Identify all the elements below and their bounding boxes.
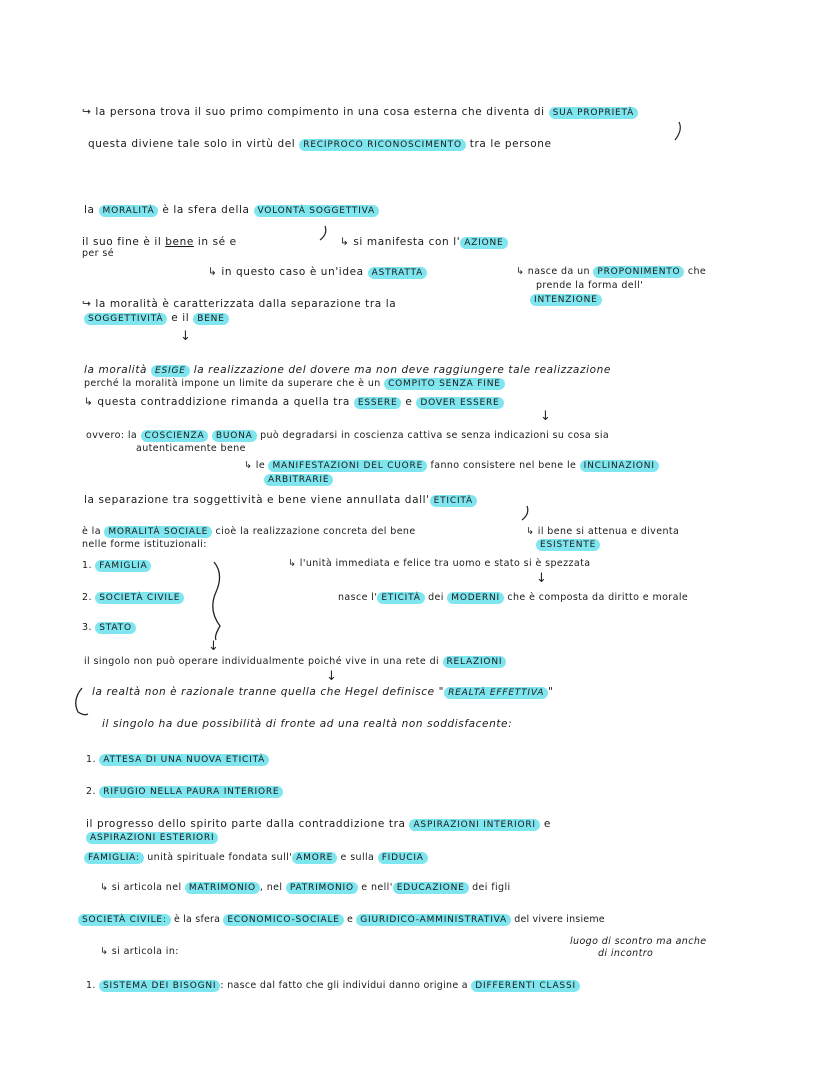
note-text: e nell'	[357, 882, 393, 893]
note-text: ↳ si manifesta con l'	[340, 236, 461, 248]
highlight: FIDUCIA	[378, 852, 428, 864]
down-arrow-icon: ↓	[326, 669, 337, 684]
note-line	[516, 266, 706, 278]
note-line	[86, 430, 609, 442]
note-text: ↳ in questo caso è un'idea	[208, 266, 368, 278]
down-arrow-icon: ↓	[208, 639, 219, 654]
note-text: e	[539, 818, 551, 830]
note-text: è la sfera	[170, 914, 224, 925]
highlight: ESISTENTE	[536, 539, 600, 551]
highlight: ASPIRAZIONI INTERIORI	[409, 819, 539, 831]
down-arrow-icon: ↓	[540, 409, 551, 424]
note-text: ↳ nasce da un	[516, 266, 594, 277]
note-line	[84, 378, 505, 390]
note-text: questa diviene tale solo in virtù del	[88, 138, 300, 150]
list-number: 2.	[82, 592, 92, 603]
note-text: la realizzazione del dovere ma non deve raggiungere tale realizzazione	[189, 364, 611, 376]
note-line	[82, 106, 638, 119]
highlight: ETICITÀ	[377, 592, 424, 604]
list-number: 1.	[86, 980, 96, 991]
highlight: DOVER ESSERE	[416, 397, 503, 409]
note-line	[84, 852, 428, 864]
highlight: SISTEMA DEI BISOGNI	[99, 980, 220, 992]
highlight: FAMIGLIA:	[84, 852, 144, 864]
note-line	[84, 204, 379, 217]
note-text: : nasce dal fatto che gli individui danno origine a	[220, 980, 472, 991]
highlight: RELAZIONI	[443, 656, 507, 668]
highlight: GIURIDICO-AMMINISTRATIVA	[356, 914, 511, 926]
note-text: "	[548, 686, 554, 698]
list-item	[86, 980, 580, 992]
note-text: il suo fine è il	[82, 236, 166, 248]
list-item	[82, 592, 184, 604]
note-text: il progresso dello spirito parte dalla contraddizione tra	[86, 818, 410, 830]
note-text: la realtà non è razionale tranne quella che Hegel definisce "	[92, 686, 445, 698]
highlight: ASTRATTA	[368, 267, 427, 279]
down-arrow-icon: ↓	[536, 571, 547, 586]
note-text: la moralità	[84, 364, 152, 376]
note-text: ovvero: la	[86, 430, 141, 441]
note-text: che è composta da diritto e morale	[503, 592, 689, 603]
note-line	[536, 539, 600, 551]
list-item	[86, 786, 283, 798]
highlight: VOLONTÀ SOGGETTIVA	[254, 205, 379, 217]
highlight: SUA PROPRIETÀ	[549, 107, 638, 119]
note-line	[338, 592, 688, 604]
highlight: INTENZIONE	[530, 294, 602, 306]
note-line	[530, 294, 602, 306]
highlight: MANIFESTAZIONI DEL CUORE	[268, 460, 427, 472]
note-line	[84, 396, 504, 409]
highlight: COSCIENZA	[141, 430, 209, 442]
note-text: ↳ si articola nel	[100, 882, 185, 893]
highlight: COMPITO SENZA FINE	[384, 378, 505, 390]
note-text: , nel	[259, 882, 286, 893]
list-item	[86, 754, 269, 766]
note-line	[86, 832, 218, 844]
note-line	[78, 914, 605, 926]
list-number: 3.	[82, 622, 92, 633]
note-line	[92, 686, 554, 699]
note-line	[84, 312, 229, 325]
note-line	[244, 460, 659, 472]
note-line	[264, 474, 333, 486]
note-line: luogo di scontro ma anche	[570, 936, 707, 947]
highlight: RECIPROCO RICONOSCIMENTO	[299, 139, 466, 151]
note-text: è la	[82, 526, 105, 537]
note-text: può degradarsi in coscienza cattiva se senza indicazioni su cosa sia	[256, 430, 610, 441]
note-line	[84, 494, 477, 507]
note-text: e	[343, 914, 357, 925]
highlight: PATRIMONIO	[286, 882, 358, 894]
note-text: fanno consistere nel bene le	[427, 460, 580, 471]
highlight: ESIGE	[151, 365, 190, 377]
highlight: BUONA	[212, 430, 257, 442]
note-text: del vivere insieme	[511, 914, 605, 925]
note-line	[340, 236, 508, 249]
highlight: INCLINAZIONI	[580, 460, 659, 472]
note-text: nasce l'	[338, 592, 378, 603]
note-text: che	[684, 266, 707, 277]
list-number: 1.	[86, 754, 96, 765]
highlight: AZIONE	[460, 237, 507, 249]
highlight: ATTESA DI UNA NUOVA ETICITÀ	[99, 754, 269, 766]
highlight: MATRIMONIO	[185, 882, 260, 894]
highlight: MORALITÀ	[99, 205, 159, 217]
note-line: nelle forme istituzionali:	[82, 539, 207, 550]
note-text: e il	[167, 312, 194, 324]
note-text: la separazione tra soggettività e bene viene annullata dall'	[84, 494, 430, 506]
note-text: tra le persone	[465, 138, 552, 150]
note-line: autenticamente bene	[136, 443, 246, 454]
note-line	[82, 236, 237, 248]
highlight: MORALITÀ SOCIALE	[104, 526, 212, 538]
note-text: perché la moralità impone un limite da superare che è un	[84, 378, 385, 389]
highlight: DIFFERENTI CLASSI	[471, 980, 580, 992]
highlight: EDUCAZIONE	[393, 882, 469, 894]
highlight: ASPIRAZIONI ESTERIORI	[86, 832, 218, 844]
note-text: ↪ la persona trova il suo primo compimento in una cosa esterna che diventa di	[82, 106, 549, 118]
highlight: REALTÀ EFFETTIVA	[444, 687, 548, 699]
note-line: il singolo ha due possibilità di fronte ad una realtà non soddisfacente:	[102, 718, 513, 730]
note-text: e sulla	[337, 852, 378, 863]
note-text: bene	[165, 236, 194, 248]
highlight: ECONOMICO-SOCIALE	[223, 914, 343, 926]
highlight: FAMIGLIA	[95, 560, 151, 572]
highlight: ESSERE	[354, 397, 402, 409]
highlight: SOCIETÀ CIVILE:	[78, 914, 171, 926]
highlight: RIFUGIO NELLA PAURA INTERIORE	[99, 786, 283, 798]
note-text: dei figli	[468, 882, 511, 893]
note-text: e	[401, 396, 417, 408]
note-text: il singolo non può operare individualmente poiché vive in una rete di	[84, 656, 443, 667]
list-item	[82, 622, 136, 634]
note-line	[100, 882, 511, 894]
note-line	[208, 266, 427, 279]
highlight: ARBITRARIE	[264, 474, 333, 486]
list-number: 2.	[86, 786, 96, 797]
note-line	[84, 364, 611, 377]
note-line: per sé	[82, 248, 114, 259]
note-text: ↳ questa contraddizione rimanda a quella tra	[84, 396, 354, 408]
highlight: BENE	[193, 313, 228, 325]
note-text: unità spirituale fondata sull'	[143, 852, 293, 863]
highlight: ETICITÀ	[430, 495, 477, 507]
note-text: in sé e	[193, 236, 237, 248]
list-number: 1.	[82, 560, 92, 571]
note-text: ↳ le	[244, 460, 269, 471]
note-text: dei	[424, 592, 448, 603]
list-item	[82, 560, 151, 572]
note-line: ↪ la moralità è caratterizzata dalla separazione tra la	[82, 298, 397, 310]
note-text: è la sfera della	[158, 204, 254, 216]
note-line: prende la forma dell'	[536, 280, 644, 291]
highlight: AMORE	[292, 852, 337, 864]
note-line: ↳ si articola in:	[100, 946, 179, 957]
highlight: SOGGETTIVITÀ	[84, 313, 167, 325]
note-line: ↳ l'unità immediata e felice tra uomo e stato si è spezzata	[288, 558, 591, 569]
note-text: la	[84, 204, 99, 216]
highlight: MODERNI	[447, 592, 504, 604]
note-line	[88, 138, 552, 151]
highlight: SOCIETÀ CIVILE	[95, 592, 184, 604]
note-line	[84, 656, 506, 668]
note-text: cioè la realizzazione concreta del bene	[212, 526, 416, 537]
highlight: PROPONIMENTO	[593, 266, 684, 278]
note-line	[82, 526, 416, 538]
down-arrow-icon: ↓	[180, 329, 191, 344]
note-line: di incontro	[598, 948, 654, 959]
note-line: ↳ il bene si attenua e diventa	[526, 526, 680, 537]
note-line	[86, 818, 551, 831]
highlight: STATO	[95, 622, 136, 634]
